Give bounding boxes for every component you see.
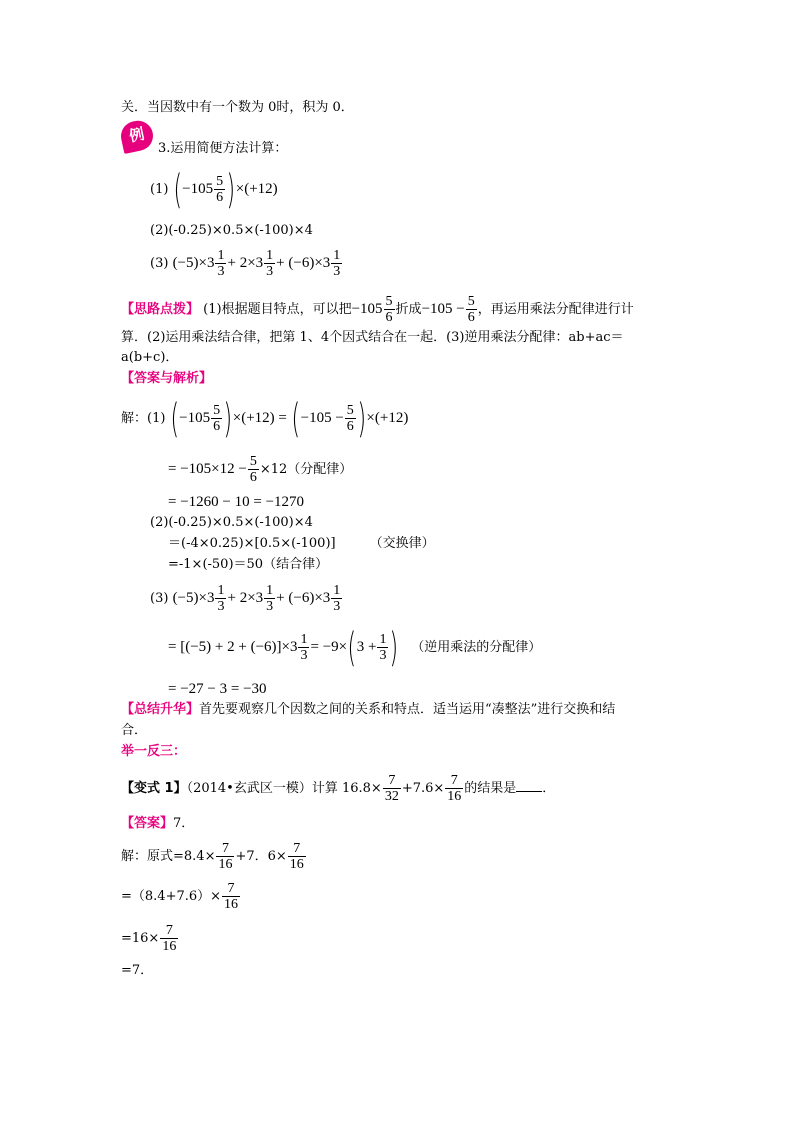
q1-pre: −105	[182, 181, 214, 197]
solution-2-line-3: =-1×(-50)＝50（结合律）	[168, 557, 329, 572]
q1-label: (1)	[150, 182, 169, 197]
fraction-one-third: $\frac{1}{3}$	[300, 632, 308, 663]
solution-2-line-1: (2)(-0.25)×0.5×(-100)×4	[150, 515, 313, 530]
fraction-one-third: $\frac{1}{3}$	[333, 248, 341, 279]
paren-close: )	[357, 395, 366, 442]
fraction-one-third: $\frac{1}{3}$	[217, 583, 225, 614]
fraction-five-sixths: $\frac{5}{6}$	[346, 403, 354, 434]
summary-line-2: 合．	[121, 723, 148, 738]
paren-open: (	[170, 395, 179, 442]
summary-line-1: 【总结升华】首先要观察几个因数之间的关系和特点．适当运用“凑整法”进行交换和结	[121, 702, 616, 717]
example-q2: (2)(-0.25)×0.5×(-100)×4	[150, 223, 313, 238]
solution-3-line-1: (3) (−5)×3 $\frac{1}{3}$ + 2×3 $\frac{1}{3}$ + (−6)×3 $\frac{1}{3}$	[150, 583, 341, 614]
solution-1-line-1: 解：(1) (−105 $\frac{5}{6}$ )×(+12) = (−105 − $\frac{5}{6}$ )×(+12)	[121, 395, 409, 442]
answer-blank	[516, 779, 542, 792]
example-q3: (3) (−5)×3 $\frac{1}{3}$ + 2×3 $\frac{1}{3}$ + (−6)×3 $\frac{1}{3}$	[150, 248, 341, 279]
variant-solution-line-4: =7．	[121, 963, 154, 978]
hint-fraction: $\frac{5}{6}$	[467, 294, 475, 325]
example-title: 3.运用简便方法计算：	[158, 141, 288, 156]
fraction-one-third: $\frac{1}{3}$	[217, 248, 225, 279]
solution-1-line-2: = −105×12 − $\frac{5}{6}$ ×12（分配律）	[168, 454, 353, 485]
variant-1-question: 【变式 1】（2014•玄武区一模）计算 16.8× $\frac{7}{32}$ +7.6× $\frac{7}{16}$ 的结果是 ．	[121, 773, 556, 804]
paren-close: )	[389, 624, 399, 671]
answer-short-tag: 【答案】	[121, 816, 174, 831]
practice-heading: 举一反三：	[121, 744, 187, 759]
summary-tag: 【总结升华】	[121, 702, 200, 717]
fraction-7-32: $\frac{7}{32}$	[384, 773, 399, 804]
example-q1	[150, 166, 278, 213]
answer-tag: 【答案与解析】	[121, 371, 213, 386]
paren-open: (	[173, 166, 182, 213]
fraction-7-16: $\frac{7}{16}$	[289, 841, 304, 872]
fraction-one-third: $\frac{1}{3}$	[379, 632, 387, 663]
hint-line-3: a(b+c)．	[121, 350, 179, 365]
fraction-one-third: $\frac{1}{3}$	[266, 248, 274, 279]
intro-line: 关．当因数中有一个数为 0时，积为 0．	[121, 100, 354, 115]
q1-fraction: $\frac{5}{6}$	[216, 174, 224, 205]
hint-line-1: 【思路点拨】 (1)根据题目特点，可以把−105 $\frac{5}{6}$ 折成−105 − $\frac{5}{6}$ ，再运用乘法分配律进行计	[121, 294, 634, 325]
paren-open: (	[347, 624, 357, 671]
example-badge: 例	[118, 118, 156, 154]
fraction-7-16: $\frac{7}{16}$	[162, 923, 177, 954]
hint-tag: 【思路点拨】	[121, 302, 200, 317]
fraction-one-third: $\frac{1}{3}$	[333, 583, 341, 614]
variant-answer: 【答案】7．	[121, 816, 195, 831]
solution-1-line-3: = −1260 − 10 = −1270	[168, 494, 305, 510]
hint-line-2: 算．(2)运用乘法结合律，把第 1、4个因式结合在一起．(3)逆用乘法分配律：ab+ac＝	[121, 330, 624, 345]
variant-solution-line-1: 解：原式=8.4× $\frac{7}{16}$ +7．6× $\frac{7}{16}$	[121, 841, 304, 872]
fraction-7-16: $\frac{7}{16}$	[224, 881, 239, 912]
solution-3-line-3: = −27 − 3 = −30	[168, 681, 267, 697]
solution-2-line-2: ＝(-4×0.25)×[0.5×(-100)] （交换律）	[168, 536, 435, 551]
paren-close: )	[226, 166, 236, 213]
fraction-7-16: $\frac{7}{16}$	[218, 841, 233, 872]
fraction-five-sixths: $\frac{5}{6}$	[213, 403, 221, 434]
fraction-one-third: $\frac{1}{3}$	[266, 583, 274, 614]
fraction-7-16: $\frac{7}{16}$	[447, 773, 462, 804]
q1-post: ×(+12)	[235, 181, 278, 197]
paren-open: (	[291, 395, 301, 442]
variant-tag: 【变式 1】	[121, 781, 187, 796]
variant-solution-line-3: =16× $\frac{7}{16}$	[121, 923, 177, 954]
variant-solution-line-2: =（8.4+7.6）× $\frac{7}{16}$	[121, 881, 239, 912]
hint-fraction: $\frac{5}{6}$	[385, 294, 393, 325]
solution-3-line-2: = [(−5) + 2 + (−6)]×3 $\frac{1}{3}$ = −9×(3 + $\frac{1}{3}$ ) （逆用乘法的分配律）	[168, 624, 542, 671]
paren-close: )	[223, 395, 233, 442]
fraction-five-sixths: $\frac{5}{6}$	[249, 454, 257, 485]
